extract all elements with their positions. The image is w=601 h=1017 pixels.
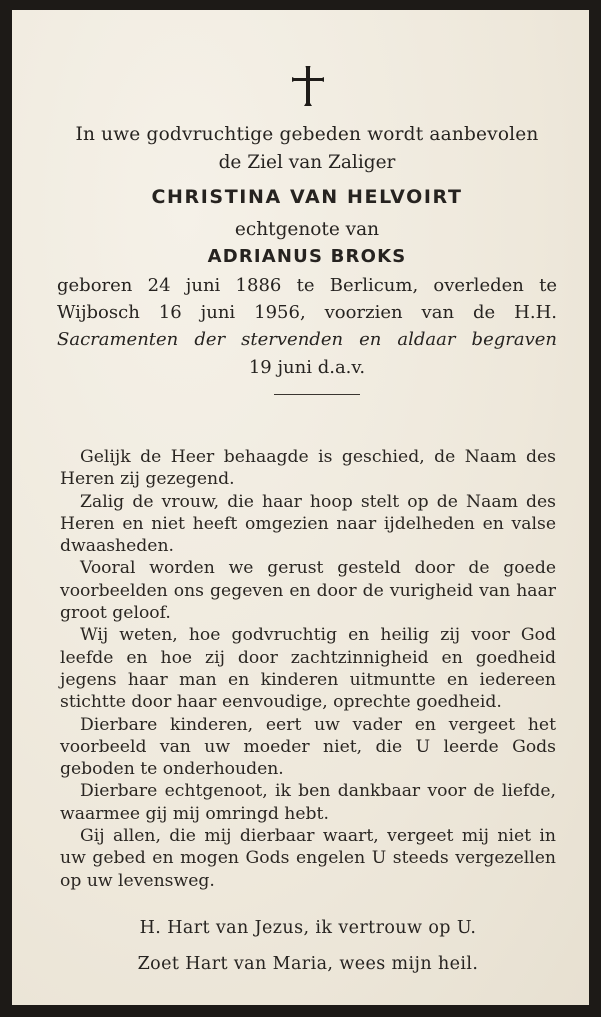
paragraph: Gij allen, die mij dierbaar waart, vergeet mij niet in uw gebed en mogen Gods engelen U steeds vergezellen op uw levensweg. bbox=[60, 826, 556, 891]
paragraph: Dierbare echtgenoot, ik ben dankbaar voor de liefde, waarmee gij mij omringd hebt. bbox=[60, 781, 556, 824]
deceased-name: CHRISTINA VAN HELVOIRT bbox=[151, 186, 463, 208]
cross-icon bbox=[288, 64, 328, 108]
divider bbox=[274, 394, 360, 395]
paragraph: Vooral worden we gerust gesteld door de goede voorbeelden ons gegeven en door de vurigheid van haar groot geloof. bbox=[60, 558, 556, 624]
paragraph: Gelijk de Heer behaagde is geschied, de Naam des Heren zij gezegend. bbox=[60, 447, 556, 490]
details-line-4: 19 juni d.a.v. bbox=[248, 357, 366, 378]
details-line-2: Wijbosch 16 juni 1956, voorzien van de H.H. bbox=[57, 302, 557, 323]
spouse-name: ADRIANUS BROKS bbox=[207, 246, 407, 267]
paragraph: Dierbare kinderen, eert uw vader en vergeet het voorbeeld van uw moeder niet, die U leerde Gods geboden te onderhouden. bbox=[60, 714, 556, 780]
paragraph: Zalig de vrouw, die haar hoop stelt op de Naam des Heren en niet heeft omgezien naar ijdelheden en valse dwaasheden. bbox=[60, 491, 556, 557]
intro-line-1: In uwe godvruchtige gebeden wordt aanbevolen bbox=[75, 124, 539, 145]
prayer-line-1: H. Hart van Jezus, ik vertrouw op U. bbox=[139, 918, 477, 938]
spouse-label: echtgenote van bbox=[234, 219, 380, 240]
details-line-3: Sacramenten der stervenden en aldaar begraven bbox=[57, 329, 557, 350]
card-paper bbox=[12, 10, 589, 1005]
paragraph: Wij weten, hoe godvruchtig en heilig zij voor God leefde en hoe zij door zachtzinnigheid en goedheid jegens haar man en kinderen uitmuntte en iedereen stichtte door haar eenvoudige, oprechte goedheid. bbox=[60, 625, 556, 713]
memorial-text bbox=[60, 446, 556, 892]
intro-line-2: de Ziel van Zaliger bbox=[218, 152, 396, 173]
prayer-line-2: Zoet Hart van Maria, wees mijn heil. bbox=[137, 954, 479, 974]
details-line-1: geboren 24 juni 1886 te Berlicum, overleden te bbox=[57, 275, 557, 296]
